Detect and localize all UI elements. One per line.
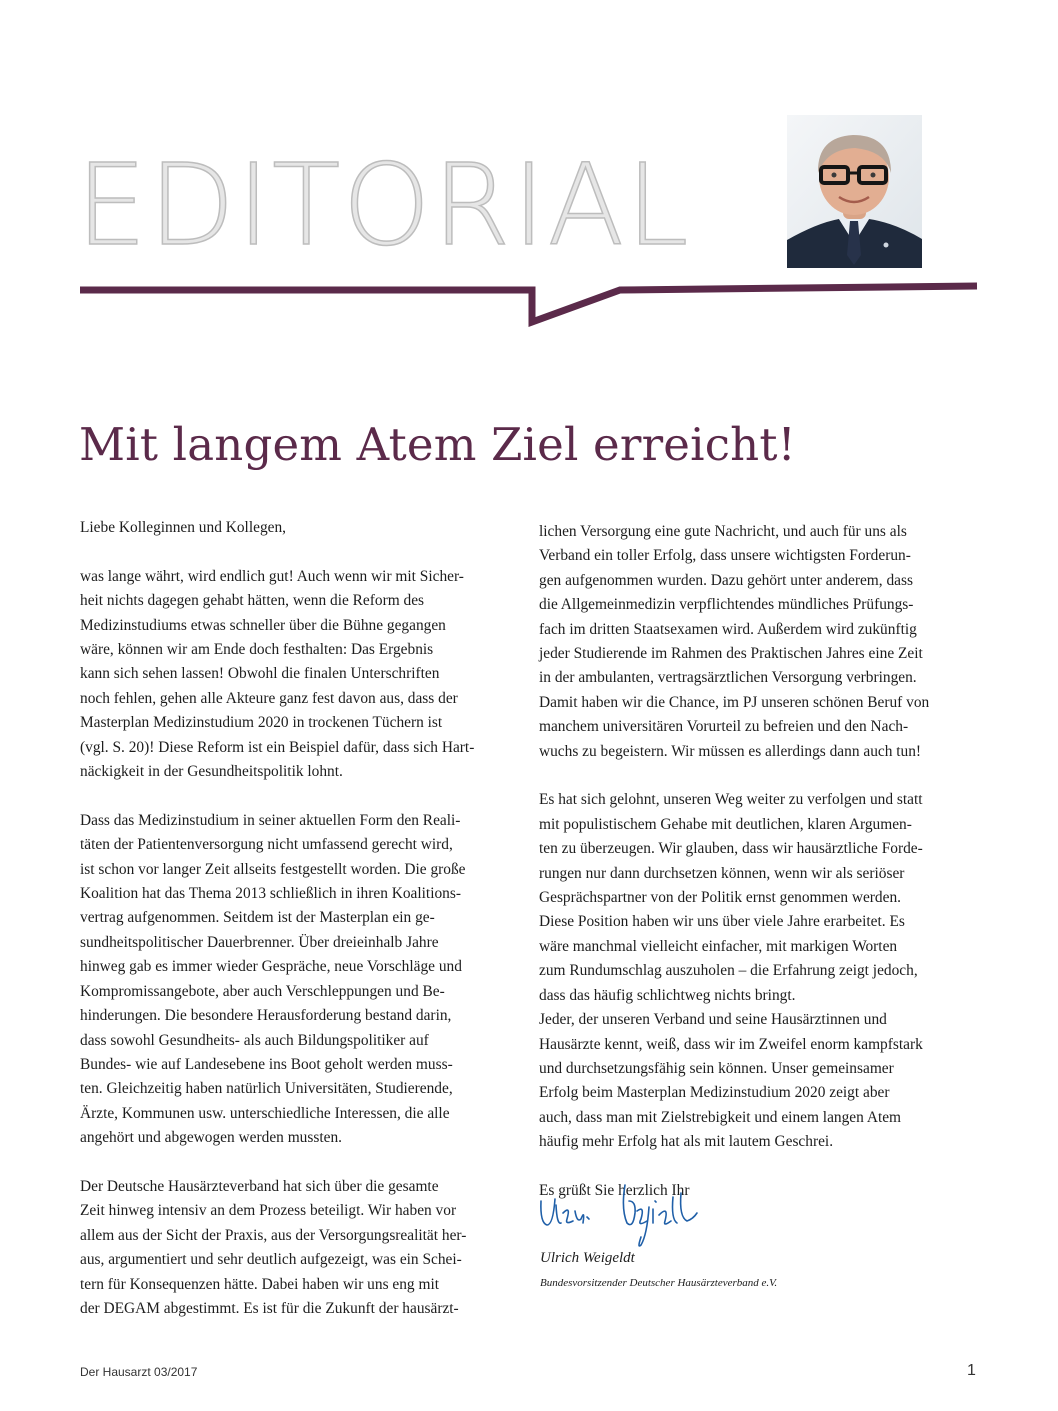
text-line: Es hat sich gelohnt, unseren Weg weiter zu verfolgen und statt [539,791,923,809]
text-line: kann sich sehen lassen! Obwohl die finalen Unterschriften [80,665,440,683]
text-line: ten. Gleichzeitig haben natürlich Universitäten, Studierende, [80,1080,453,1098]
text-line: Der Deutsche Hausärzteverband hat sich über die gesamte [80,1177,439,1195]
right-column [539,520,977,1203]
text-line: Bundes- wie auf Landesebene ins Boot geholt werden muss- [80,1055,453,1073]
text-line: Medizinstudiums etwas schneller über die Bühne gegangen [80,616,446,634]
text-line: wäre manchmal vielleicht einfacher, mit markigen Worten [539,937,898,955]
text-line: Kompromissangebote, aber auch Verschleppungen und Be- [80,982,445,1000]
text-line: hinweg gab es immer wieder Gespräche, neue Vorschläge und [80,958,462,976]
text-line: vertrag aufgenommen. Seitdem ist der Masterplan ein ge- [80,909,435,927]
paragraph [539,520,977,764]
paragraph [539,788,977,1154]
headline: Mit langem Atem Ziel erreicht! [79,418,796,471]
text-line: allem aus der Sicht der Praxis, aus der Versorgungsrealität her- [80,1226,467,1244]
text-line: Erfolg beim Masterplan Medizinstudium 2020 zeigt aber [539,1084,890,1102]
text-line: täten der Patientenversorgung nicht umfassend gerecht wird, [80,836,453,854]
publication-footer: Der Hausarzt 03/2017 [80,1365,198,1379]
text-line: Damit haben wir die Chance, im PJ unseren schönen Beruf von [539,693,930,711]
text-line: tern für Konsequenzen hätte. Dabei haben wir uns eng mit [80,1275,439,1293]
paragraph [80,809,500,1151]
text-line: Masterplan Medizinstudium 2020 in trockenen Tüchern ist [80,714,443,732]
text-line: in der ambulanten, vertragsärztlichen Versorgung verbringen. [539,669,917,687]
text-line: jeder Studierende im Rahmen des Praktischen Jahres eine Zeit [539,645,923,663]
text-line: Verband ein toller Erfolg, dass unsere wichtigsten Forderun- [539,547,911,565]
text-line: Ärzte, Kommunen usw. unterschiedliche Interessen, die alle [80,1104,450,1122]
text-line: auch, dass man mit Zielstrebigkeit und einem langen Atem [539,1108,902,1126]
text-line: noch fehlen, gehen alle Akteure ganz fest davon aus, dass der [80,689,458,707]
text-line: ist schon vor langer Zeit allseits festgestellt worden. Die große [80,860,466,878]
text-line: Dass das Medizinstudium in seiner aktuellen Form den Reali- [80,811,461,829]
text-line: Es grüßt Sie herzlich Ihr [539,1181,690,1199]
text-line: der DEGAM abgestimmt. Es ist für die Zukunft der hausärzt- [80,1299,459,1317]
text-line: angehört und abgewogen werden mussten. [80,1129,342,1147]
text-line: (vgl. S. 20)! Diese Reform ist ein Beispiel dafür, dass sich Hart- [80,738,475,756]
text-line: wuchs zu begeistern. Wir müssen es allerdings dann auch tun! [539,742,922,760]
section-kicker: EDITORIAL [76,141,691,271]
text-line: Liebe Kolleginnen und Kollegen, [80,519,287,536]
text-line: aus, argumentiert und sehr deutlich aufgezeigt, was ein Schei- [80,1251,462,1269]
text-line: gen aufgenommen wurden. Dazu gehört unter anderem, dass [539,571,913,589]
handwritten-signature [537,1179,702,1249]
paragraph [80,1175,500,1321]
author-photo [787,115,922,268]
text-line: manchem universitären Vorurteil zu befreien und den Nach- [539,718,909,736]
text-line: rungen nur dann durchsetzen können, wenn wir als seriöser [539,864,905,882]
text-line: sundheitspolitischer Dauerbrenner. Über dreieinhalb Jahre [80,933,439,951]
text-line: Diese Position haben wir uns über viele Jahre erarbeitet. Es [539,913,905,931]
text-line: hinderungen. Die besondere Herausforderung bestand darin, [80,1007,452,1025]
text-line: Hausärzte kennt, weiß, dass wir im Zweifel enorm kampfstark [539,1035,923,1053]
text-line: wäre, können wir am Ende doch festhalten: Das Ergebnis [80,641,434,659]
author-name: Ulrich Weigeldt [540,1250,635,1266]
text-line: näckigkeit in der Gesundheitspolitik lohnt. [80,763,343,781]
text-line: Gesprächspartner von der Politik ernst genommen werden. [539,889,902,907]
left-column [80,516,500,1321]
text-line: mit populistischem Gehabe mit deutlichen, klaren Argumen- [539,815,912,833]
text-line: häufig mehr Erfolg hat als mit lautem Geschrei. [539,1133,834,1151]
text-line: Jeder, der unseren Verband und seine Hausärztinnen und [539,1011,887,1029]
text-line: lichen Versorgung eine gute Nachricht, und auch für uns als [539,523,907,540]
text-line: Zeit hinweg intensiv an dem Prozess beteiligt. Wir haben vor [80,1202,457,1220]
text-line: fach im dritten Staatsexamen wird. Außerdem wird zukünftig [539,620,917,638]
text-line: und durchsetzungsfähig sein können. Unser gemeinsamer [539,1059,894,1077]
page-number: 1 [967,1362,976,1379]
salutation [80,516,500,540]
text-line: ten zu überzeugen. Wir glauben, dass wir hausärztliche Forde- [539,840,923,858]
text-line: heit nichts dagegen gehabt hätten, wenn die Reform des [80,592,425,610]
text-line: zum Rundumschlag auszuholen – die Erfahrung zeigt jedoch, [539,962,918,980]
text-line: dass sowohl Gesundheits- als auch Bildungspolitiker auf [80,1031,429,1049]
text-line: die Allgemeinmedizin verpflichtendes mündliches Prüfungs- [539,596,914,614]
text-line: dass das häufig schlichtweg nichts bringt. [539,986,796,1004]
text-line: was lange währt, wird endlich gut! Auch wenn wir mit Sicher- [80,567,464,585]
author-title: Bundesvorsitzender Deutscher Hausärzteverband e.V. [540,1277,778,1289]
paragraph [80,565,500,785]
text-line: Koalition hat das Thema 2013 schließlich in ihren Koalitions- [80,885,461,903]
